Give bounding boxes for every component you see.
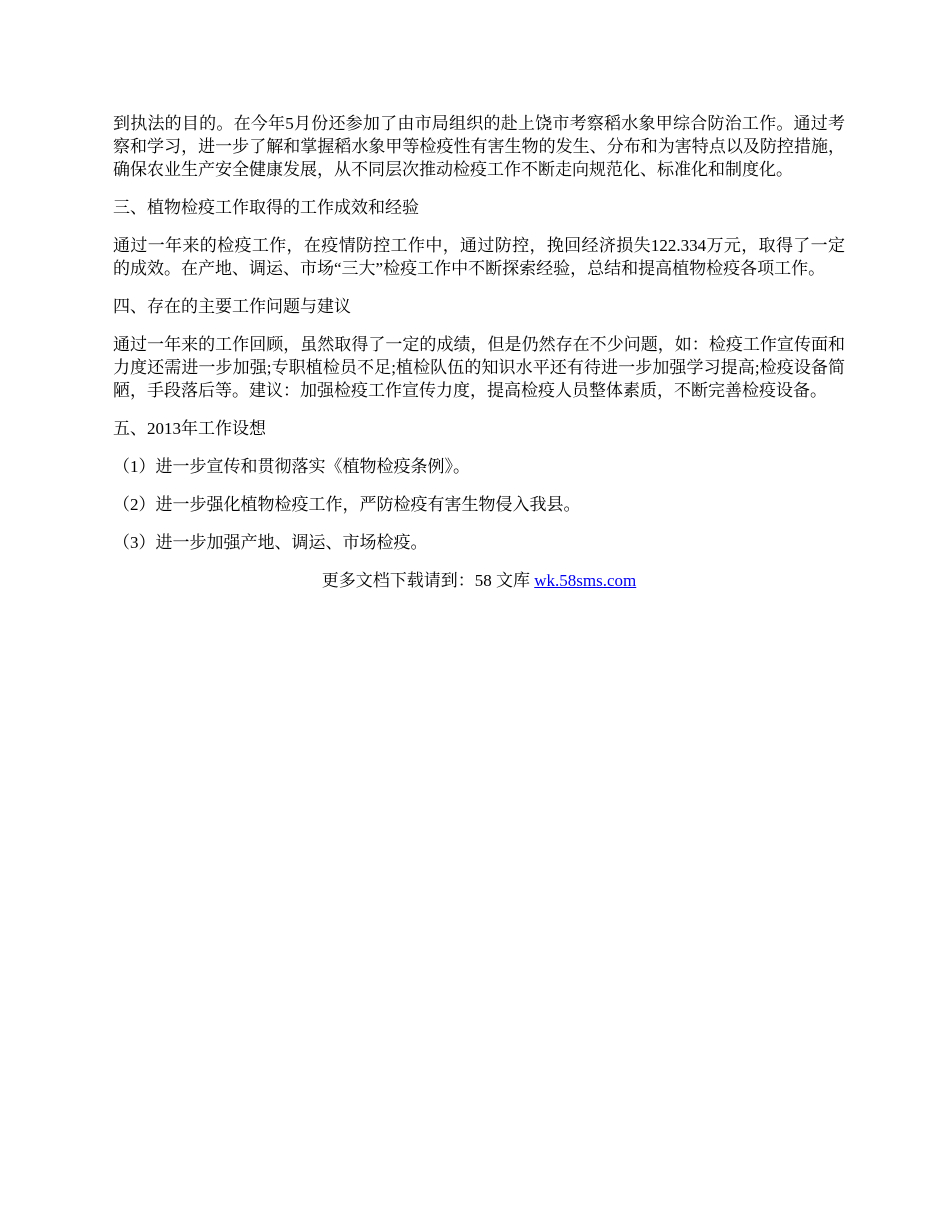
document-body xyxy=(113,112,845,592)
section-heading-4: 四、存在的主要工作问题与建议 xyxy=(113,297,351,316)
plan-item-3: （3）进一步加强产地、调运、市场检疫。 xyxy=(113,533,428,552)
plan-item-1: （1）进一步宣传和贯彻落实《植物检疫条例》。 xyxy=(113,457,470,476)
section-heading-5: 五、2013年工作设想 xyxy=(113,419,266,438)
paragraph-2: 通过一年来的检疫工作，在疫情防控工作中，通过防控，挽回经济损失122.334万元，取得了一定的成效。在产地、调运、市场“三大”检疫工作中不断探索经验，总结和提高植物检疫各项工作。 xyxy=(113,236,845,278)
download-footer xyxy=(113,569,845,592)
paragraph-3: 通过一年来的工作回顾，虽然取得了一定的成绩，但是仍然存在不少问题，如：检疫工作宣传面和力度还需进一步加强;专职植检员不足;植检队伍的知识水平还有待进一步加强学习提高;检疫设备简陋，手段落后等。建议：加强检疫工作宣传力度，提高检疫人员整体素质，不断完善检疫设备。 xyxy=(113,335,845,400)
paragraph-1: 到执法的目的。在今年5月份还参加了由市局组织的赴上饶市考察稻水象甲综合防治工作。通过考察和学习，进一步了解和掌握稻水象甲等检疫性有害生物的发生、分布和为害特点以及防控措施，确保农业生产安全健康发展，从不同层次推动检疫工作不断走向规范化、标准化和制度化。 xyxy=(113,114,845,179)
plan-item-2: （2）进一步强化植物检疫工作，严防检疫有害生物侵入我县。 xyxy=(113,495,581,514)
footer-link[interactable]: wk.58sms.com xyxy=(534,571,637,590)
footer-text: 更多文档下载请到：58 文库 xyxy=(321,571,535,590)
section-heading-3: 三、植物检疫工作取得的工作成效和经验 xyxy=(113,198,419,217)
